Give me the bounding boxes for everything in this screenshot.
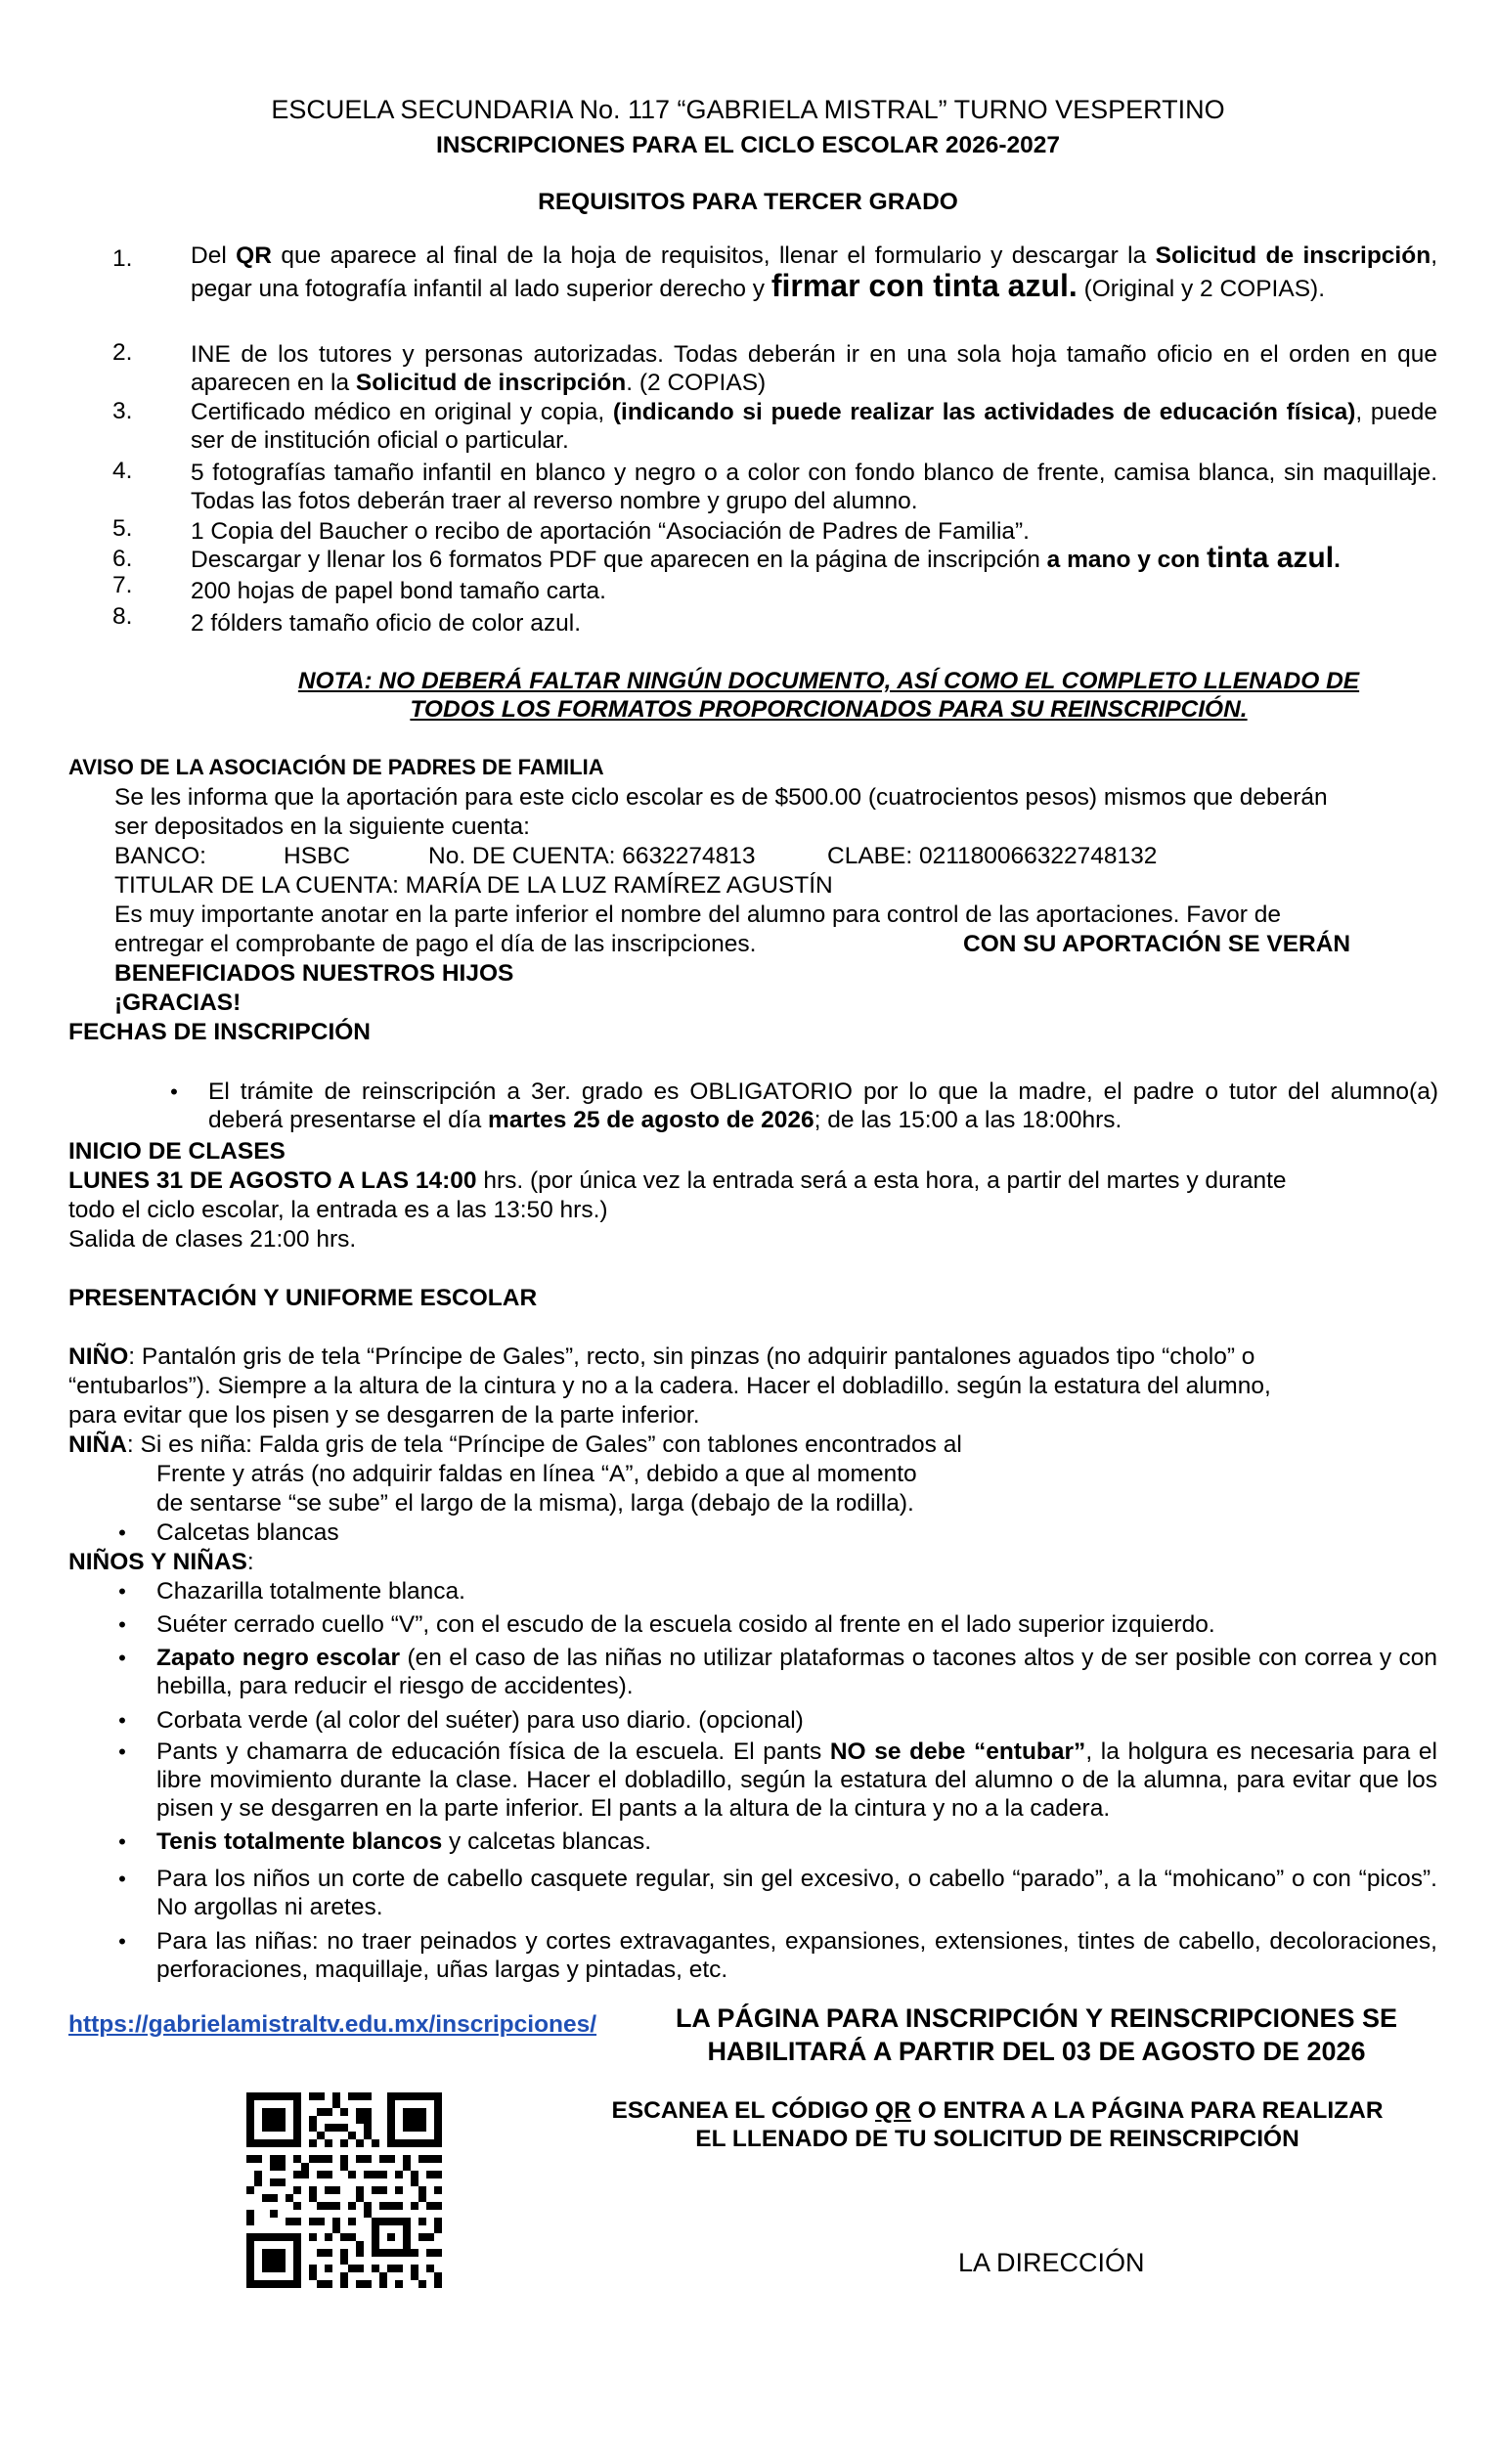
text-run: NO se debe “entubar”	[829, 1738, 1086, 1765]
bullet-icon: •	[118, 1929, 126, 1954]
text-run: .	[1334, 547, 1341, 573]
nina-line-2: Frente y atrás (no adquirir faldas en línea “A”, debido a que al momento	[156, 1461, 917, 1487]
apf-line-7: BENEFICIADOS NUESTROS HIJOS	[114, 960, 514, 987]
text-run: Para los niños un corte de cabello casquete regular, sin gel excesivo, o cabello “parado”, a la “mohicano” o con “picos”. No argollas ni aretes.	[156, 1866, 1437, 1920]
apf-line-6b: CON SU APORTACIÓN SE VERÁN	[963, 931, 1351, 957]
text-run: 1 Copia del Baucher o recibo de aportación “Asociación de Padres de Familia”.	[191, 518, 1030, 545]
nino-line-1: NIÑO: Pantalón gris de tela “Príncipe de Gales”, recto, sin pinzas (no adquirir pantalones aguados tipo “cholo” o	[68, 1343, 1255, 1370]
req-item-2	[191, 340, 1437, 397]
apf-thanks: ¡GRACIAS!	[114, 990, 242, 1016]
text-run: Tenis totalmente blancos	[156, 1828, 443, 1855]
text-run: 200 hojas de papel bond tamaño carta.	[191, 578, 606, 604]
text-run: Descargar y llenar los 6 formatos PDF que aparecen en la página de inscripción	[191, 547, 1047, 573]
text-run: (Original y 2 COPIAS).	[1077, 276, 1325, 302]
text-run: INE de los tutores y personas autorizadas. Todas deberán ir en una sola hoja tamaño oficio en el orden en que aparecen en la	[191, 341, 1437, 396]
req-number-3: 3.	[112, 398, 133, 424]
both-title: NIÑOS Y NIÑAS:	[68, 1549, 254, 1575]
text-run: QR	[236, 242, 272, 269]
note-line-1: NOTA: NO DEBERÁ FALTAR NINGÚN DOCUMENTO, ASÍ COMO EL COMPLETO LLENADO DE	[297, 668, 1360, 694]
text-run: , puede ser de institución oficial o particular.	[191, 399, 1437, 454]
bullet-icon: •	[118, 1829, 126, 1854]
uniform-item-5	[156, 1738, 1437, 1823]
uniform-item-3	[156, 1644, 1437, 1700]
text-run: Chazarilla totalmente blanca.	[156, 1578, 465, 1605]
bullet-icon: •	[118, 1708, 126, 1733]
signature: LA DIRECCIÓN	[958, 2248, 1145, 2277]
text-run: Para las niñas: no traer peinados y cortes extravagantes, expansiones, extensiones, tintes de cabello, decoloraciones, perforaciones, maquillaje, uñas largas y pintadas, etc.	[156, 1928, 1437, 1983]
req-number-2: 2.	[112, 339, 133, 366]
text-run: firmar con tinta azul.	[770, 268, 1078, 303]
clabe-number: CLABE: 021180066322748132	[827, 843, 1158, 869]
bank-name: HSBC	[284, 843, 351, 869]
text-run: a mano y con	[1046, 547, 1208, 573]
uniform-item-8	[156, 1927, 1437, 1984]
classes-start: LUNES 31 DE AGOSTO A LAS 14:00 hrs. (por única vez la entrada será a esta hora, a partir del martes y durante	[68, 1167, 1287, 1194]
uniform-title: PRESENTACIÓN Y UNIFORME ESCOLAR	[68, 1285, 538, 1311]
apf-line-6a: entregar el comprobante de pago el día de las inscripciones.	[114, 931, 757, 957]
text-run: que aparece al final de la hoja de requisitos, llenar el formulario y descargar la	[271, 242, 1156, 269]
account-holder: TITULAR DE LA CUENTA: MARÍA DE LA LUZ RAMÍREZ AGUSTÍN	[114, 872, 833, 899]
text-run: , pegar una fotografía infantil al lado superior derecho y	[191, 242, 1437, 302]
apf-line-1: Se les informa que la aportación para este ciclo escolar es de $500.00 (cuatrocientos pesos) mismos que deberán	[114, 784, 1328, 811]
req-item-7	[191, 577, 1437, 605]
text-run: , la holgura es necesaria para el libre movimiento durante la clase. Hacer el dobladillo, según la estatura del alumno o de la alumna, para evitar que los pisen y se desgarren en la parte inferior. El pants a la altura de la cintura y no a la cadera.	[156, 1738, 1437, 1822]
page-notice-line-2: HABILITARÁ A PARTIR DEL 03 DE AGOSTO DE 2026	[707, 2037, 1366, 2066]
text-run: Corbata verde (al color del suéter) para uso diario. (opcional)	[156, 1707, 804, 1734]
note-line-2: TODOS LOS FORMATOS PROPORCIONADOS PARA SU REINSCRIPCIÓN.	[410, 696, 1248, 723]
apf-line-2: ser depositados en la siguiente cuenta:	[114, 814, 530, 840]
bullet-icon: •	[118, 1612, 126, 1637]
req-number-6: 6.	[112, 546, 133, 572]
nino-line-3: para evitar que los pisen y se desgarren de la parte inferior.	[68, 1402, 700, 1429]
bullet-icon: •	[118, 1739, 126, 1764]
text-run: (indicando si puede realizar las actividades de educación física)	[612, 399, 1356, 425]
dates-bullet: El trámite de reinscripción a 3er. grado es OBLIGATORIO por lo que la madre, el padre o tutor del alumno(a) deberá presentarse el día martes 25 de agosto de 2026; de las 15:00 a las 18:00hrs.	[208, 1078, 1438, 1133]
text-run: . (2 COPIAS)	[626, 370, 767, 396]
text-run: Solicitud de inscripción	[355, 370, 627, 396]
text-run: tinta azul	[1207, 542, 1335, 574]
bullet-icon: •	[118, 1579, 126, 1604]
classes-line-2: todo el ciclo escolar, la entrada es a las 13:50 hrs.)	[68, 1197, 608, 1223]
text-run: Suéter cerrado cuello “V”, con el escudo de la escuela cosido al frente en el lado superior izquierdo.	[156, 1611, 1215, 1638]
qr-code-icon[interactable]	[246, 2092, 442, 2288]
nino-line-2: “entubarlos”). Siempre a la altura de la cintura y no a la cadera. Hacer el dobladillo. según la estatura del alumno,	[68, 1373, 1271, 1399]
bullet-icon: •	[118, 1867, 126, 1891]
dates-title: FECHAS DE INSCRIPCIÓN	[68, 1019, 372, 1045]
text-run: Pants y chamarra de educación física de la escuela. El pants	[156, 1738, 830, 1765]
req-item-3	[191, 398, 1437, 455]
bullet-icon: •	[170, 1079, 178, 1104]
apf-title: AVISO DE LA ASOCIACIÓN DE PADRES DE FAMILIA	[68, 755, 604, 779]
req-number-5: 5.	[112, 515, 133, 542]
req-number-1: 1.	[112, 245, 133, 272]
text-run: Zapato negro escolar	[156, 1645, 401, 1671]
req-item-6	[191, 544, 1437, 574]
school-name: ESCUELA SECUNDARIA No. 117 “GABRIELA MISTRAL” TURNO VESPERTINO	[271, 95, 1225, 124]
uniform-item-6	[156, 1827, 1437, 1856]
classes-exit: Salida de clases 21:00 hrs.	[68, 1226, 357, 1253]
req-number-4: 4.	[112, 458, 133, 484]
text-run: Solicitud de inscripción	[1155, 242, 1431, 269]
text-run: (en el caso de las niñas no utilizar plataformas o tacones altos y de ser posible con correa y con hebilla, para reducir el riesgo de accidentes).	[156, 1645, 1437, 1699]
text-run: 5 fotografías tamaño infantil en blanco y negro o a color con fondo blanco de frente, camisa blanca, sin maquillaje. Todas las fotos deberán traer al reverso nombre y grupo del alumno.	[191, 460, 1437, 514]
bullet-icon: •	[118, 1646, 126, 1670]
uniform-item-1	[156, 1577, 1437, 1606]
uniform-item-7	[156, 1865, 1437, 1921]
registration-link[interactable]: https://gabrielamistraltv.edu.mx/inscripciones/	[68, 2011, 597, 2038]
req-item-4	[191, 459, 1437, 515]
req-number-7: 7.	[112, 572, 133, 598]
text-run: y calcetas blancas.	[442, 1828, 652, 1855]
cycle-title: INSCRIPCIONES PARA EL CICLO ESCOLAR 2026-2027	[435, 132, 1061, 158]
nina-line-3: de sentarse “se sube” el largo de la misma), larga (debajo de la rodilla).	[156, 1490, 914, 1517]
scan-line-1: ESCANEA EL CÓDIGO QR O ENTRA A LA PÁGINA PARA REALIZAR	[611, 2097, 1384, 2124]
req-item-8	[191, 609, 1437, 638]
uniform-item-4	[156, 1706, 1437, 1735]
req-number-8: 8.	[112, 603, 133, 630]
account-number: No. DE CUENTA: 6632274813	[428, 843, 756, 869]
page-notice-line-1: LA PÁGINA PARA INSCRIPCIÓN Y REINSCRIPCIONES SE	[675, 2003, 1398, 2033]
classes-title: INICIO DE CLASES	[68, 1138, 286, 1165]
text-run: Certificado médico en original y copia,	[191, 399, 613, 425]
scan-line-2: EL LLENADO DE TU SOLICITUD DE REINSCRIPCIÓN	[695, 2126, 1299, 2152]
bullet-icon: •	[118, 1520, 126, 1545]
nina-line-1: NIÑA: Si es niña: Falda gris de tela “Príncipe de Gales” con tablones encontrados al	[68, 1431, 962, 1458]
text-run: 2 fólders tamaño oficio de color azul.	[191, 610, 582, 637]
socks-item: Calcetas blancas	[156, 1519, 339, 1546]
requirements-title: REQUISITOS PARA TERCER GRADO	[538, 189, 958, 215]
uniform-item-2	[156, 1610, 1437, 1639]
text-run: Del	[191, 242, 237, 269]
req-item-1	[191, 241, 1437, 304]
apf-line-5: Es muy importante anotar en la parte inferior el nombre del alumno para control de las aportaciones. Favor de	[114, 902, 1281, 928]
bank-label: BANCO:	[114, 843, 206, 869]
